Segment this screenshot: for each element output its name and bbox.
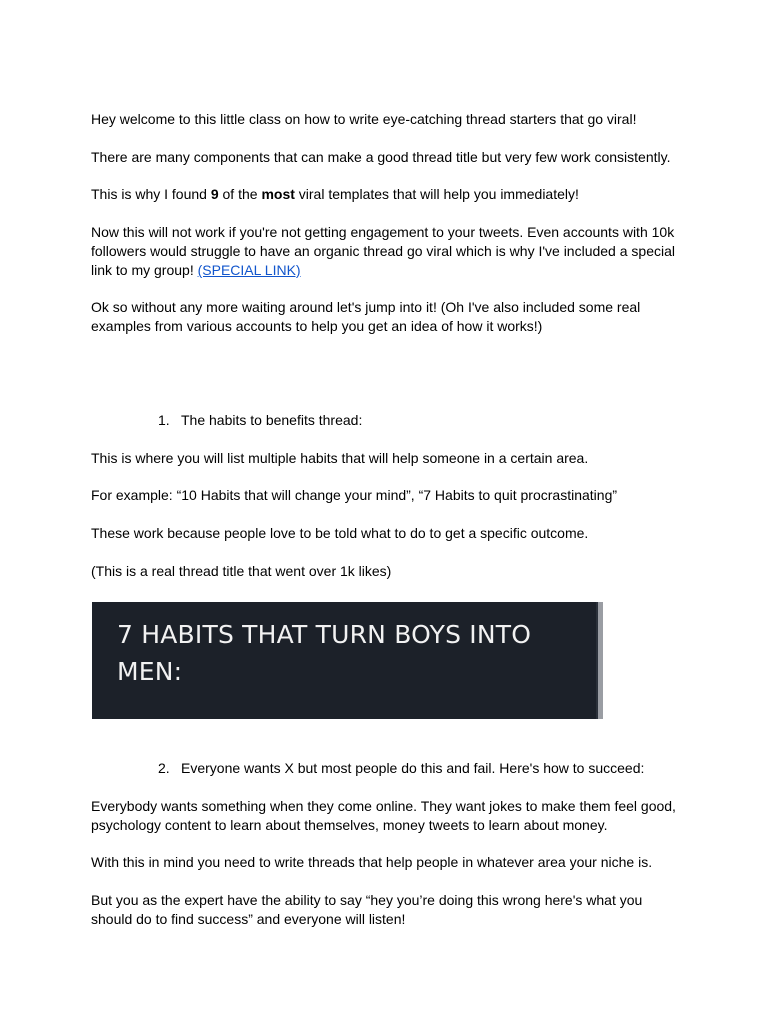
intro-p3-bold-most: most [261,186,295,202]
intro-paragraph-3 [91,185,681,204]
thread-title-example-image [92,602,603,719]
section1-paragraph-4: (This is a real thread title that went over 1k likes) [91,563,392,579]
intro-paragraph-1: Hey welcome to this little class on how to write eye-catching thread starters that go viral! [91,111,637,127]
intro-paragraph-4 [91,223,681,280]
section1-paragraph-1: This is where you will list multiple habits that will help someone in a certain area. [91,450,589,466]
intro-p4-text: Now this will not work if you're not getting engagement to your tweets. Even accounts with 10k followers would struggle to have an organic thread go viral which is why I've included a special link to my group! [91,224,675,278]
list-item-2-number: 2. [158,760,170,776]
section2-paragraph-2: With this in mind you need to write threads that help people in whatever area your niche is. [91,854,653,870]
thread-title-example-text: 7 HABITS THAT TURN BOYS INTO MEN: [117,620,532,686]
list-item-2-heading: Everyone wants X but most people do this and fail. Here's how to succeed: [181,760,645,776]
intro-p3-bold-number: 9 [210,186,219,202]
intro-paragraph-5: Ok so without any more waiting around let's jump into it! (Oh I've also included some real examples from various accounts to help you get an idea of how it works!) [91,299,641,334]
section1-paragraph-3: These work because people love to be told what to do to get a specific outcome. [91,525,589,541]
special-link[interactable]: (SPECIAL LINK) [197,262,301,278]
intro-paragraph-2: There are many components that can make a good thread title but very few work consistently. [91,149,671,165]
list-item-1-number: 1. [158,412,170,428]
image-scrollbar-edge [598,602,603,719]
section2-paragraph-3: But you as the expert have the ability to say “hey you’re doing this wrong here's what you should do to find success” and everyone will listen! [91,892,643,927]
list-item-2 [158,759,644,778]
intro-p3-part-a: This is why I found [91,186,211,202]
section1-paragraph-2: For example: “10 Habits that will change your mind”, “7 Habits to quit procrastinating” [91,487,618,503]
intro-p3-part-c: of the [218,186,262,202]
section2-paragraph-1: Everybody wants something when they come online. They want jokes to make them feel good, psychology content to learn about themselves, money tweets to learn about money. [91,798,676,833]
intro-p3-part-e: viral templates that will help you immediately! [294,186,579,202]
list-item-1 [158,411,362,430]
list-item-1-heading: The habits to benefits thread: [181,412,363,428]
